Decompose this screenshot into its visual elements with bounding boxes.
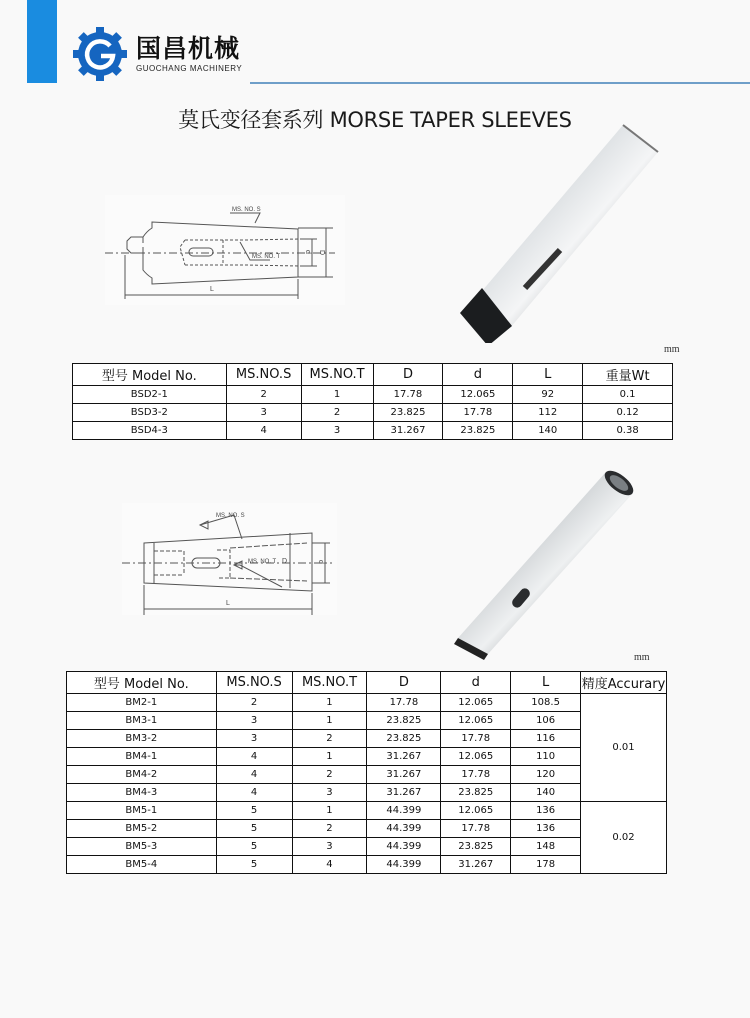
cell-d-large: 23.825 — [373, 404, 443, 422]
cell-ms-no-s: 3 — [216, 712, 292, 730]
cell-d-small: 17.78 — [443, 404, 513, 422]
cell-model: BSD4-3 — [73, 422, 227, 440]
cell-ms-no-s: 5 — [216, 802, 292, 820]
header-d-large: D — [367, 672, 441, 694]
cell-ms-no-t: 1 — [292, 694, 367, 712]
cell-model: BM5-4 — [67, 856, 217, 874]
page-title: 莫氏变径套系列 MORSE TAPER SLEEVES — [178, 108, 572, 132]
table-row — [67, 838, 667, 856]
table-row — [67, 748, 667, 766]
cell-length: 148 — [511, 838, 581, 856]
cell-d-large: 31.267 — [367, 784, 441, 802]
table-row — [67, 730, 667, 748]
table-header-row — [67, 672, 667, 694]
cell-ms-no-t: 2 — [292, 730, 367, 748]
cell-ms-no-s: 4 — [226, 422, 301, 440]
svg-text:L: L — [210, 286, 214, 293]
cell-weight: 0.12 — [583, 404, 673, 422]
header-accuracy: 精度Accurary — [581, 672, 667, 694]
cell-ms-no-s: 4 — [216, 766, 292, 784]
table-row — [67, 820, 667, 838]
cell-accuracy-group-1: 0.01 — [581, 694, 667, 802]
cell-ms-no-s: 4 — [216, 748, 292, 766]
cell-d-small: 17.78 — [441, 766, 511, 784]
header-d-small: d — [441, 672, 511, 694]
technical-drawing-bsd — [105, 195, 345, 305]
cell-d-large: 31.267 — [373, 422, 443, 440]
cell-d-small: 12.065 — [443, 386, 513, 404]
cell-length: 140 — [513, 422, 583, 440]
cell-d-large: 17.78 — [367, 694, 441, 712]
cell-ms-no-s: 5 — [216, 838, 292, 856]
svg-text:d: d — [317, 560, 324, 564]
cell-weight: 0.38 — [583, 422, 673, 440]
sleeve-photo-bsd — [430, 118, 680, 343]
header-ms-no-t: MS.NO.T — [292, 672, 367, 694]
cell-weight: 0.1 — [583, 386, 673, 404]
cell-ms-no-t: 3 — [292, 784, 367, 802]
sleeve-photo-bm — [450, 458, 650, 663]
brand-name-en: GUOCHANG MACHINERY — [136, 64, 243, 73]
cell-length: 120 — [511, 766, 581, 784]
table-row — [67, 694, 667, 712]
cell-model: BM5-2 — [67, 820, 217, 838]
cell-model: BM5-3 — [67, 838, 217, 856]
cell-length: 178 — [511, 856, 581, 874]
spec-table-bm — [66, 671, 667, 874]
cell-length: 116 — [511, 730, 581, 748]
cell-model: BM2-1 — [67, 694, 217, 712]
cell-d-large: 44.399 — [367, 856, 441, 874]
header-divider — [250, 82, 750, 84]
svg-text:MS. NO. S: MS. NO. S — [216, 513, 245, 519]
svg-text:MS. NO. T: MS. NO. T — [248, 559, 277, 565]
header-d-large: D — [373, 364, 443, 386]
cell-d-small: 12.065 — [441, 712, 511, 730]
cell-d-large: 23.825 — [367, 712, 441, 730]
cell-d-small: 31.267 — [441, 856, 511, 874]
brand-name-cn: 国昌机械 — [136, 34, 241, 63]
header-d-small: d — [443, 364, 513, 386]
cell-d-small: 23.825 — [441, 784, 511, 802]
cell-length: 112 — [513, 404, 583, 422]
cell-length: 136 — [511, 802, 581, 820]
cell-model: BM5-1 — [67, 802, 217, 820]
svg-text:D: D — [318, 250, 325, 256]
spec-table-bsd — [72, 363, 673, 440]
cell-ms-no-s: 2 — [226, 386, 301, 404]
header-ms-no-s: MS.NO.S — [226, 364, 301, 386]
cell-d-large: 44.399 — [367, 838, 441, 856]
cell-d-small: 12.065 — [441, 694, 511, 712]
table-row — [67, 802, 667, 820]
svg-text:d: d — [304, 250, 311, 254]
cell-ms-no-t: 1 — [292, 802, 367, 820]
cell-accuracy-group-2: 0.02 — [581, 802, 667, 874]
cell-d-small: 23.825 — [443, 422, 513, 440]
cell-ms-no-s: 3 — [216, 730, 292, 748]
table-header-row — [73, 364, 673, 386]
cell-d-small: 17.78 — [441, 820, 511, 838]
cell-ms-no-t: 1 — [301, 386, 373, 404]
cell-d-large: 44.399 — [367, 802, 441, 820]
cell-ms-no-t: 2 — [301, 404, 373, 422]
unit-label-2: mm — [634, 652, 650, 663]
header-model: 型号 Model No. — [73, 364, 227, 386]
cell-ms-no-t: 2 — [292, 820, 367, 838]
cell-model: BSD3-2 — [73, 404, 227, 422]
header-length: L — [513, 364, 583, 386]
cell-d-large: 31.267 — [367, 748, 441, 766]
cell-ms-no-s: 4 — [216, 784, 292, 802]
svg-text:MS. NO. S: MS. NO. S — [232, 207, 261, 213]
cell-length: 106 — [511, 712, 581, 730]
table-row — [73, 422, 673, 440]
header-ms-no-t: MS.NO.T — [301, 364, 373, 386]
header-accent-bar — [27, 0, 57, 83]
cell-length: 140 — [511, 784, 581, 802]
cell-d-small: 17.78 — [441, 730, 511, 748]
cell-length: 136 — [511, 820, 581, 838]
header-ms-no-s: MS.NO.S — [216, 672, 292, 694]
cell-ms-no-t: 2 — [292, 766, 367, 784]
table-row — [67, 712, 667, 730]
cell-ms-no-t: 4 — [292, 856, 367, 874]
cell-d-large: 31.267 — [367, 766, 441, 784]
cell-ms-no-t: 3 — [292, 838, 367, 856]
unit-label-1: mm — [664, 344, 680, 355]
cell-d-small: 12.065 — [441, 802, 511, 820]
cell-model: BM3-1 — [67, 712, 217, 730]
cell-model: BM4-3 — [67, 784, 217, 802]
svg-text:D: D — [282, 558, 288, 565]
cell-model: BSD2-1 — [73, 386, 227, 404]
cell-ms-no-t: 1 — [292, 748, 367, 766]
cell-d-small: 12.065 — [441, 748, 511, 766]
cell-model: BM4-1 — [67, 748, 217, 766]
cell-d-large: 23.825 — [367, 730, 441, 748]
svg-text:L: L — [226, 600, 230, 607]
company-logo — [72, 26, 242, 82]
cell-ms-no-s: 5 — [216, 820, 292, 838]
cell-model: BM4-2 — [67, 766, 217, 784]
cell-d-large: 17.78 — [373, 386, 443, 404]
gear-logo-icon — [72, 26, 128, 82]
cell-model: BM3-2 — [67, 730, 217, 748]
cell-ms-no-s: 2 — [216, 694, 292, 712]
table-row — [73, 404, 673, 422]
cell-ms-no-t: 1 — [292, 712, 367, 730]
cell-ms-no-t: 3 — [301, 422, 373, 440]
cell-length: 108.5 — [511, 694, 581, 712]
table-row — [67, 784, 667, 802]
table-row — [67, 766, 667, 784]
cell-ms-no-s: 3 — [226, 404, 301, 422]
header-weight: 重量Wt — [583, 364, 673, 386]
technical-drawing-bm — [122, 503, 337, 615]
table-row — [73, 386, 673, 404]
cell-d-large: 44.399 — [367, 820, 441, 838]
header-length: L — [511, 672, 581, 694]
svg-text:MS. NO. T: MS. NO. T — [252, 254, 281, 260]
cell-ms-no-s: 5 — [216, 856, 292, 874]
cell-length: 110 — [511, 748, 581, 766]
table-row — [67, 856, 667, 874]
cell-length: 92 — [513, 386, 583, 404]
header-model: 型号 Model No. — [67, 672, 217, 694]
cell-d-small: 23.825 — [441, 838, 511, 856]
